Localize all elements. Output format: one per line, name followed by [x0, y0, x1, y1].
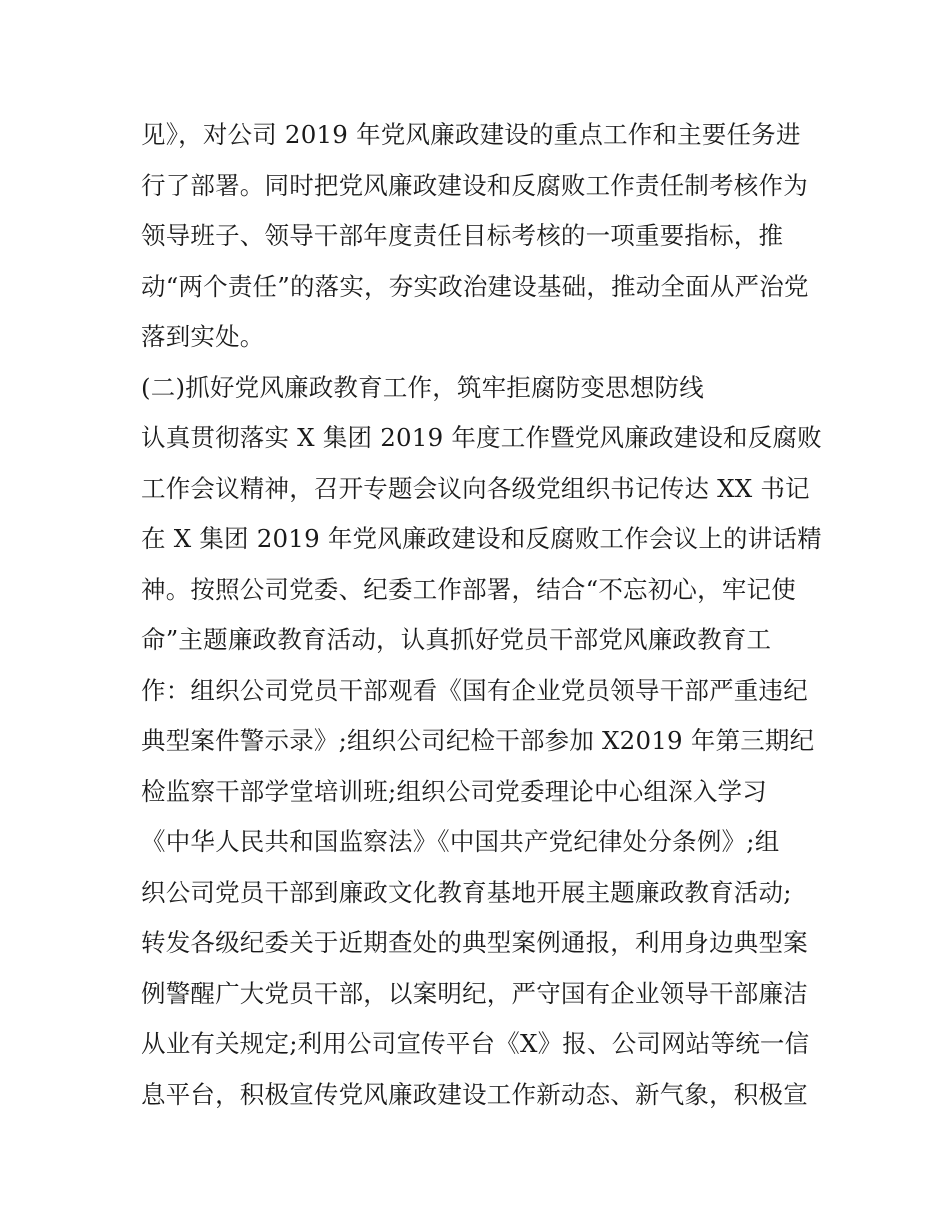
body-text — [141, 110, 821, 1120]
text-line: 息平台，积极宣传党风廉政建设工作新动态、新气象，积极宣 — [141, 1079, 808, 1109]
text-line: 命”主题廉政教育活动，认真抓好党员干部党风廉政教育工 — [141, 625, 772, 654]
text-line: 检监察干部学堂培训班;组织公司党委理论中心组深入学习 — [141, 776, 767, 806]
text-line: 在 X 集团 2019 年党风廉政建设和反腐败工作会议上的讲话精 — [141, 524, 822, 553]
text-line: 从业有关规定;利用公司宣传平台《X》报、公司网站等统一信 — [141, 1029, 810, 1058]
text-line: 转发各级纪委关于近期查处的典型案例通报，利用身边典型案 — [141, 928, 808, 957]
text-line: 神。按照公司党委、纪委工作部署，结合“不忘初心，牢记使 — [141, 574, 796, 604]
text-line: 落到实处。 — [141, 322, 265, 351]
section-heading: (二)抓好党风廉政教育工作，筑牢拒腐防变思想防线 — [141, 372, 704, 402]
text-line: 典型案件警示录》;组织公司纪检干部参加 X2019 年第三期纪 — [141, 726, 815, 755]
text-line: 作：组织公司党员干部观看《国有企业党员领导干部严重违纪 — [141, 675, 808, 705]
text-line: 领导班子、领导干部年度责任目标考核的一项重要指标，推 — [141, 221, 784, 250]
text-line: 织公司党员干部到廉政文化教育基地开展主题廉政教育活动; — [141, 877, 792, 907]
text-line: 行了部署。同时把党风廉政建设和反腐败工作责任制考核作为 — [141, 170, 808, 200]
text-line: 见》，对公司 2019 年党风廉政建设的重点工作和主要任务进 — [141, 120, 801, 149]
text-line: 工作会议精神，召开专题会议向各级党组织书记传达 XX 书记 — [141, 473, 810, 503]
text-line: 《中华人民共和国监察法》《中国共产党纪律处分条例》;组 — [141, 827, 780, 856]
text-line: 例警醒广大党员干部，以案明纪，严守国有企业领导干部廉洁 — [141, 978, 808, 1008]
text-line: 认真贯彻落实 X 集团 2019 年度工作暨党风廉政建设和反腐败 — [141, 423, 822, 452]
text-line: 动“两个责任”的落实，夯实政治建设基础，推动全面从严治党 — [141, 271, 809, 301]
